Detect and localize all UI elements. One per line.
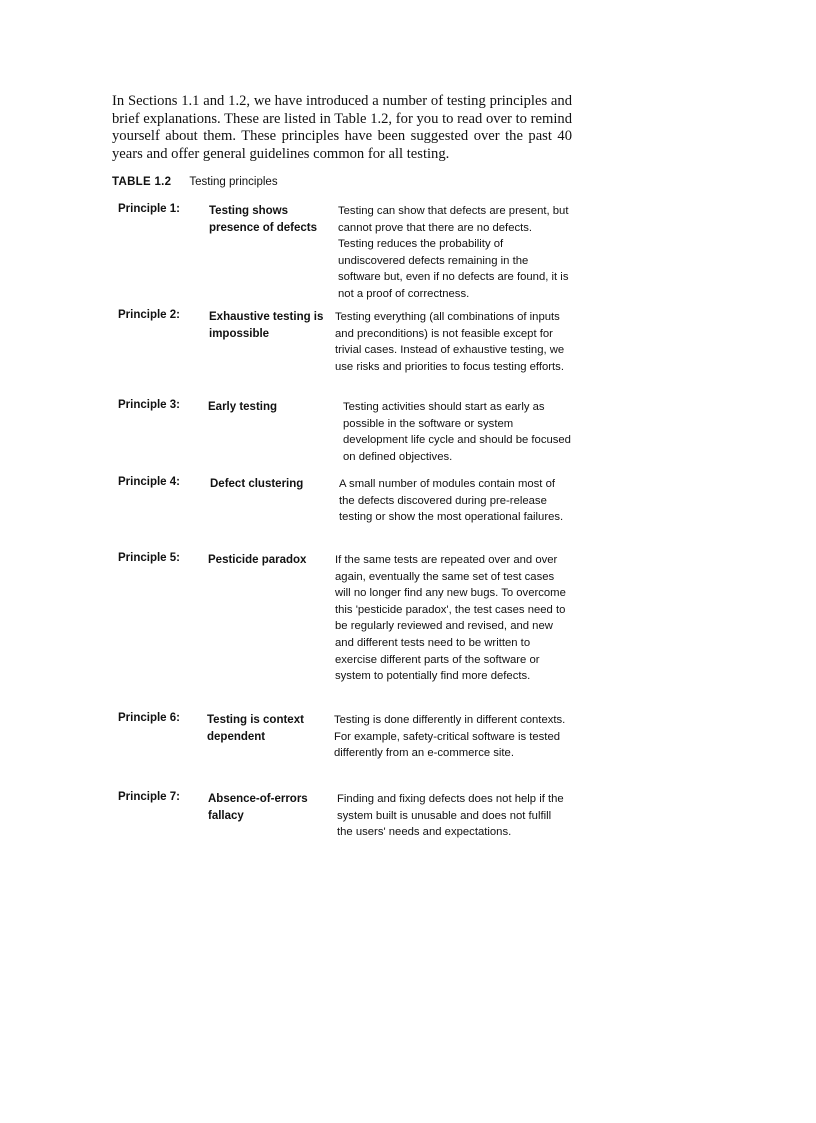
principle-number: Principle 7: — [118, 791, 180, 803]
principle-name: Testing shows presence of defects — [209, 205, 318, 234]
intro-paragraph: In Sections 1.1 and 1.2, we have introduced a number of testing principles and brief explanations. These are listed in Table 1.2, for you to read over to remind yourself about them. These principles have been suggested over the past 40 years and offer general guidelines common for all testing. — [112, 93, 572, 162]
principle-description: Testing is done differently in different contexts. For example, safety-critical software is tested differently from an e-commerce site. — [334, 714, 566, 760]
principle-description: Testing activities should start as early as possible in the software or system development life cycle and should be focused on defined objectives. — [343, 401, 571, 463]
principle-number: Principle 5: — [118, 552, 180, 564]
principle-number: Principle 3: — [118, 399, 180, 411]
principle-description: If the same tests are repeated over and over again, eventually the same set of test cases will no longer find any new bugs. To overcome this 'pesticide paradox', the test cases need to be regularly reviewed and revised, and new and different tests need to be written to exercise different parts of the software or system to potentially find more defects. — [335, 554, 566, 683]
table-label: TABLE 1.2 — [112, 176, 172, 188]
principle-name: Pesticide paradox — [208, 554, 307, 566]
principle-name: Defect clustering — [210, 478, 304, 490]
principle-name: Early testing — [208, 401, 278, 413]
principle-number: Principle 1: — [118, 203, 180, 215]
principle-number: Principle 2: — [118, 309, 180, 321]
principle-name: Testing is context dependent — [207, 714, 304, 743]
principle-name: Absence-of-errors fallacy — [208, 793, 308, 822]
principle-description: Finding and fixing defects does not help if the system built is unusable and does not fulfill the users' needs and expectations. — [337, 793, 564, 839]
principle-description: Testing everything (all combinations of inputs and preconditions) is not feasible except for trivial cases. Instead of exhaustive testing, we use risks and priorities to focus testing efforts. — [335, 311, 565, 373]
table-title: Testing principles — [189, 176, 278, 188]
principle-number: Principle 4: — [118, 476, 180, 488]
principle-description: Testing can show that defects are present, but cannot prove that there are no defects. Testing reduces the probability of undiscovered defects remaining in the software but, even if no defects are found, it is not a proof of correctness. — [338, 205, 569, 300]
principle-name: Exhaustive testing is impossible — [209, 311, 324, 340]
table-caption — [112, 176, 278, 188]
principle-number: Principle 6: — [118, 712, 180, 724]
principle-description: A small number of modules contain most of the defects discovered during pre-release testing or show the most operational failures. — [339, 478, 564, 524]
